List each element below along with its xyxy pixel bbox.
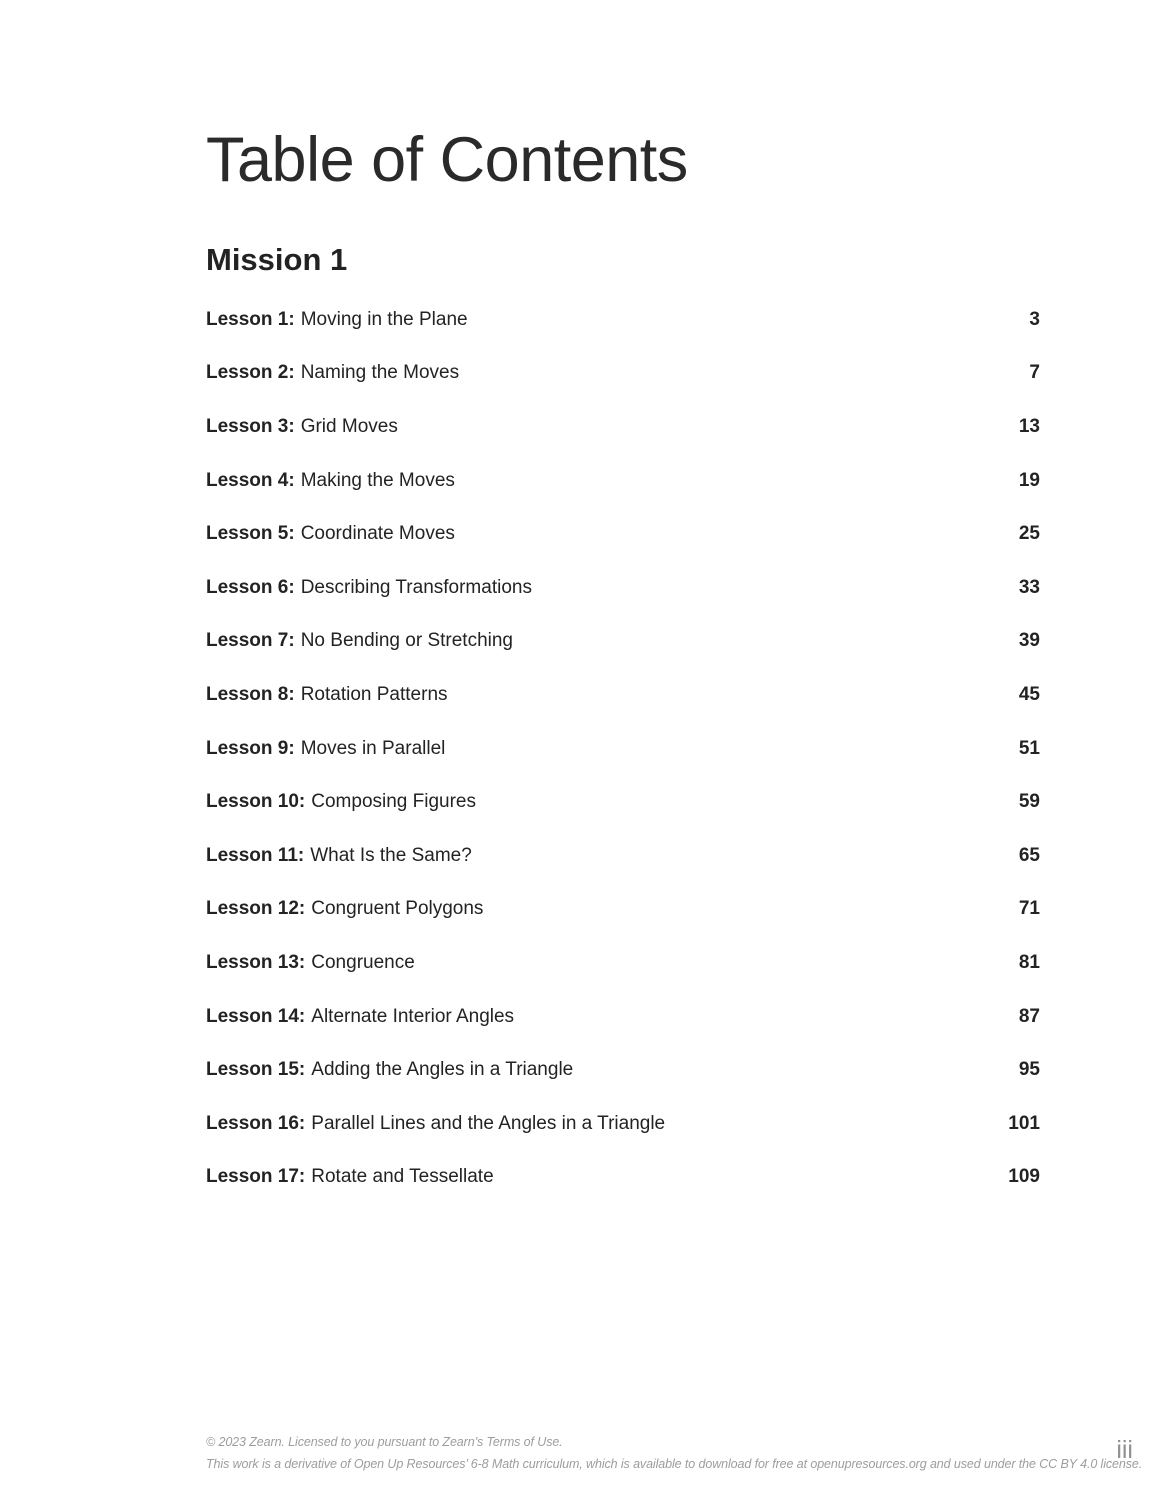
toc-entry-lesson-label: Lesson 7:	[206, 630, 295, 652]
toc-entry-page-number: 87	[1018, 1005, 1040, 1027]
toc-entry-text	[206, 523, 455, 545]
toc-entry-page-number: 95	[1018, 1059, 1040, 1081]
toc-entry-lesson-label: Lesson 6:	[206, 576, 295, 598]
toc-entry-page-number: 109	[1008, 1166, 1040, 1188]
toc-entry-title: Coordinate Moves	[300, 523, 455, 545]
toc-entry	[206, 1043, 1040, 1097]
toc-entry	[206, 990, 1040, 1044]
toc-entry-page-number: 33	[1018, 576, 1040, 598]
toc-entry-page-number: 25	[1018, 523, 1040, 545]
toc-entry	[206, 829, 1040, 883]
toc-entry-page-number: 81	[1018, 951, 1040, 973]
toc-entry-page-number: 19	[1018, 469, 1040, 491]
toc-entry	[206, 615, 1040, 669]
toc-entry-lesson-label: Lesson 5:	[206, 523, 295, 545]
toc-entry-title: Composing Figures	[311, 791, 477, 813]
page-footer	[206, 1431, 1142, 1475]
toc-entry-text	[206, 952, 415, 974]
toc-entry-text	[206, 577, 532, 599]
toc-entry-title: Rotate and Tessellate	[311, 1166, 494, 1188]
copyright-line: © 2023 Zearn. Licensed to you pursuant to Zearn’s Terms of Use.	[206, 1435, 563, 1449]
toc-entry-title: Adding the Angles in a Triangle	[311, 1059, 574, 1081]
toc-entry	[206, 668, 1040, 722]
toc-entry-lesson-label: Lesson 10:	[206, 791, 306, 813]
toc-entry-title: No Bending or Stretching	[300, 630, 513, 652]
toc-entry-text	[206, 791, 476, 813]
toc-list	[206, 293, 1040, 1204]
toc-entry-title: Alternate Interior Angles	[311, 1005, 515, 1027]
toc-entry-lesson-label: Lesson 1:	[206, 308, 295, 330]
page-number: iii	[1116, 1436, 1133, 1464]
toc-entry-title: Describing Transformations	[300, 576, 532, 598]
toc-entry-title: Naming the Moves	[300, 362, 460, 384]
toc-entry-text	[206, 1006, 514, 1028]
toc-entry-text	[206, 416, 398, 438]
toc-entry-text	[206, 362, 459, 384]
toc-entry-title: Moving in the Plane	[300, 308, 468, 330]
toc-entry-text	[206, 845, 472, 867]
toc-entry-page-number: 7	[1029, 362, 1040, 384]
toc-entry-text	[206, 738, 445, 760]
toc-entry-lesson-label: Lesson 2:	[206, 362, 295, 384]
toc-entry	[206, 883, 1040, 937]
toc-entry-lesson-label: Lesson 13:	[206, 951, 306, 973]
toc-entry	[206, 454, 1040, 508]
toc-entry-lesson-label: Lesson 15:	[206, 1059, 306, 1081]
toc-entry-lesson-label: Lesson 16:	[206, 1112, 306, 1134]
toc-entry-title: Making the Moves	[300, 469, 455, 491]
toc-entry-page-number: 59	[1018, 791, 1040, 813]
toc-entry	[206, 400, 1040, 454]
page-title: Table of Contents	[206, 125, 688, 195]
toc-entry	[206, 507, 1040, 561]
toc-entry-page-number: 71	[1018, 898, 1040, 920]
toc-entry-lesson-label: Lesson 4:	[206, 469, 295, 491]
toc-entry	[206, 775, 1040, 829]
toc-entry-lesson-label: Lesson 3:	[206, 415, 295, 437]
section-heading-mission-1: Mission 1	[206, 242, 348, 277]
license-line: This work is a derivative of Open Up Resources’ 6-8 Math curriculum, which is available to download for free at openupresources.org and used under the CC BY 4.0 license.	[206, 1457, 1143, 1471]
toc-entry-title: Grid Moves	[300, 415, 398, 437]
toc-entry-text	[206, 1059, 573, 1081]
toc-entry-page-number: 3	[1029, 308, 1040, 330]
toc-entry-text	[206, 684, 448, 706]
toc-entry	[206, 936, 1040, 990]
toc-entry-lesson-label: Lesson 11:	[206, 844, 305, 866]
toc-entry-lesson-label: Lesson 9:	[206, 737, 295, 759]
toc-entry-text	[206, 630, 513, 652]
toc-entry	[206, 722, 1040, 776]
toc-entry	[206, 1151, 1040, 1205]
toc-entry-page-number: 39	[1018, 630, 1040, 652]
toc-entry	[206, 347, 1040, 401]
toc-entry-text	[206, 470, 455, 492]
toc-entry-text	[206, 1113, 665, 1135]
toc-entry-title: Rotation Patterns	[300, 683, 448, 705]
toc-entry-lesson-label: Lesson 17:	[206, 1166, 306, 1188]
toc-entry-title: Parallel Lines and the Angles in a Triangle	[311, 1112, 666, 1134]
toc-entry-title: What Is the Same?	[310, 844, 472, 866]
toc-entry	[206, 561, 1040, 615]
toc-entry-title: Congruence	[311, 951, 415, 973]
toc-entry	[206, 293, 1040, 347]
toc-entry-page-number: 45	[1018, 683, 1040, 705]
toc-entry-lesson-label: Lesson 14:	[206, 1005, 306, 1027]
toc-entry-page-number: 65	[1018, 844, 1040, 866]
toc-entry-title: Moves in Parallel	[300, 737, 446, 759]
toc-entry-page-number: 51	[1018, 737, 1040, 759]
toc-entry-text	[206, 898, 483, 920]
toc-entry-lesson-label: Lesson 12:	[206, 898, 306, 920]
toc-entry-page-number: 13	[1018, 415, 1040, 437]
toc-entry-text	[206, 1166, 494, 1188]
toc-entry-lesson-label: Lesson 8:	[206, 683, 295, 705]
toc-entry-title: Congruent Polygons	[311, 898, 484, 920]
toc-entry-text	[206, 309, 468, 331]
toc-entry-page-number: 101	[1008, 1112, 1040, 1134]
toc-entry	[206, 1097, 1040, 1151]
